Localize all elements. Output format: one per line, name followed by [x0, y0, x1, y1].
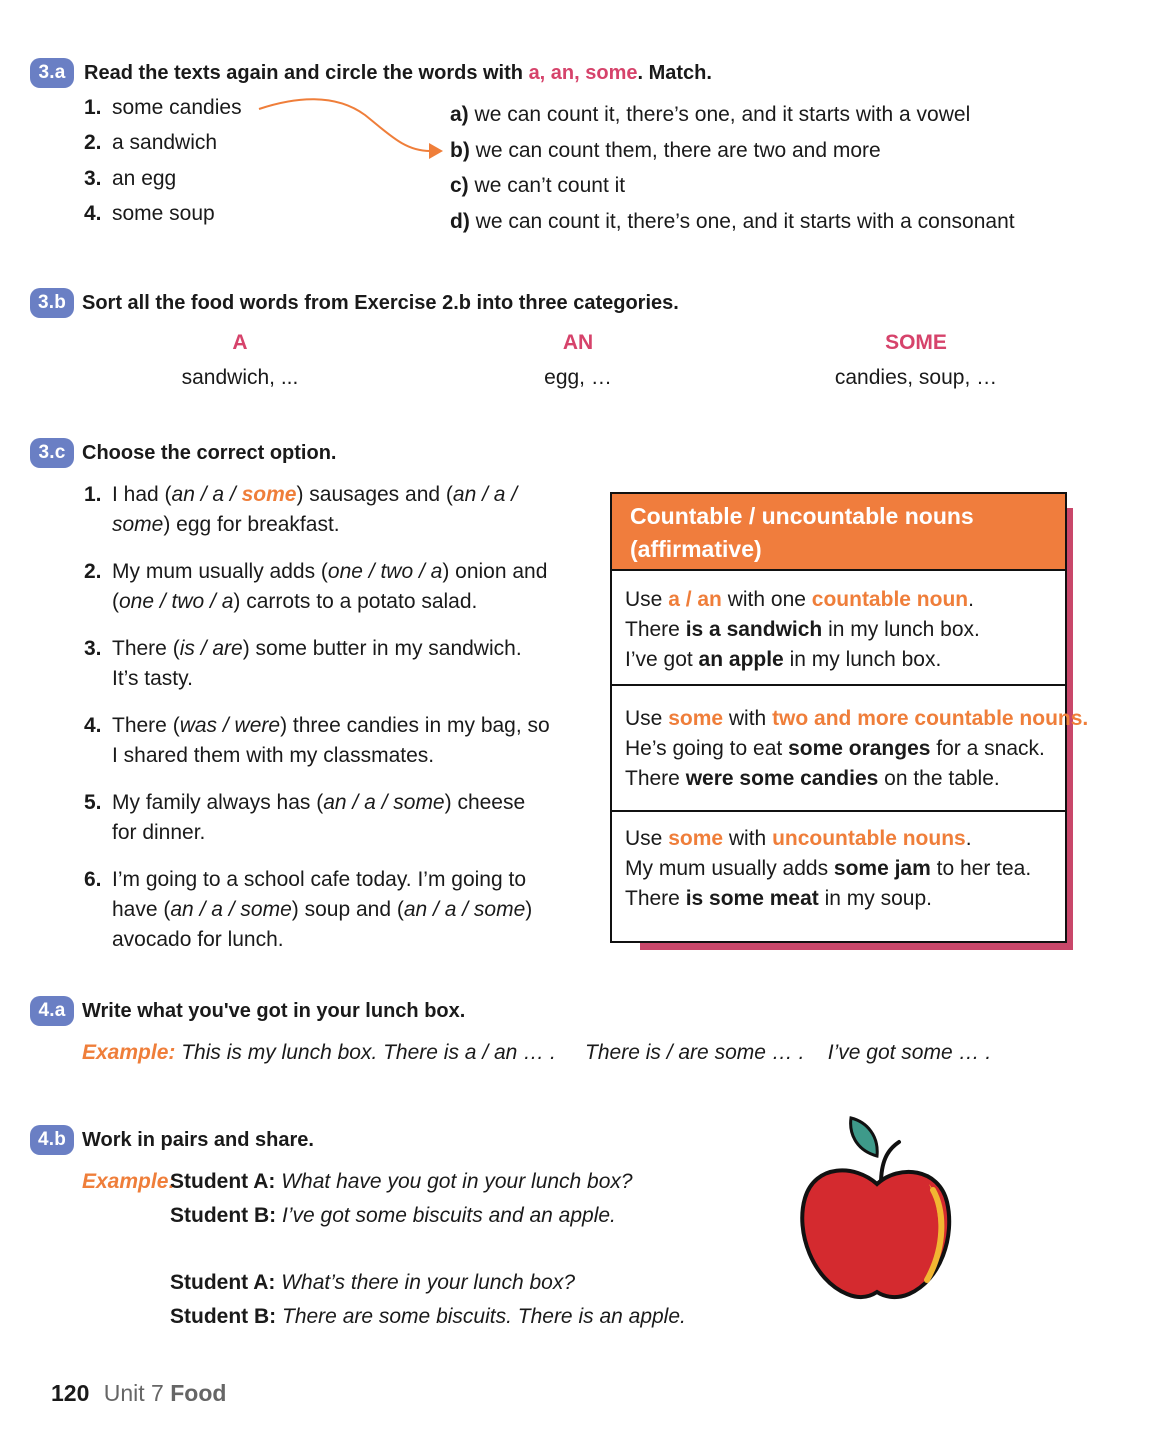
example-label-4b: Example: — [82, 1170, 176, 1193]
dialogue-line: Student B: I’ve got some biscuits and an apple. — [170, 1204, 616, 1227]
apple-icon — [795, 1112, 957, 1304]
exercise-badge-3a: 3.a — [30, 58, 74, 88]
exercise-badge-4b: 4.b — [30, 1125, 74, 1155]
grammar-section-countable-plural: Use some with two and more countable nouns. He’s going to eat some oranges for a snack. There were some candies on the table. — [625, 707, 1089, 790]
match-item-2: 2. a sandwich — [84, 131, 218, 154]
match-item-4: 4. some soup — [84, 202, 215, 225]
match-option-a: a) we can count it, there’s one, and it starts with a vowel — [450, 103, 971, 126]
question-1: 1. I had (an / a / some) sausages and (an / a / some) egg for breakfast. — [84, 483, 518, 536]
exercise-heading-3a — [84, 59, 712, 87]
exercise-heading-3b: Sort all the food words from Exercise 2.b into three categories. — [82, 292, 679, 314]
page-number: 120 — [51, 1380, 90, 1406]
question-5: 5. My family always has (an / a / some) cheese for dinner. — [84, 791, 526, 844]
exercise-heading-4a: Write what you've got in your lunch box. — [82, 1000, 466, 1022]
exercise-badge-4a: 4.a — [30, 996, 74, 1026]
grammar-section-uncountable: Use some with uncountable nouns. My mum usually adds some jam to her tea. There is some meat in my soup. — [625, 827, 1032, 910]
category-words-an: egg, … — [544, 366, 612, 389]
match-option-c: c) we can’t count it — [450, 174, 626, 197]
page-footer — [51, 1380, 226, 1407]
heading-text: Read the texts again and circle the words with — [84, 62, 529, 84]
exercise-heading-3c: Choose the correct option. — [82, 442, 337, 464]
exercise-badge-3c: 3.c — [30, 438, 74, 468]
heading-text-end: . Match. — [637, 62, 712, 84]
category-words-some: candies, soup, … — [834, 366, 998, 389]
question-3: 3. There (is / are) some butter in my sandwich. It’s tasty. — [84, 637, 522, 690]
exercise-heading-4b: Work in pairs and share. — [82, 1129, 314, 1151]
match-item-1: 1. some candies — [84, 96, 242, 119]
match-item-3: 3. an egg — [84, 167, 177, 190]
grammar-box-title: Countable / uncountable nouns (affirmative) — [612, 494, 1065, 571]
match-arrow — [255, 95, 450, 165]
match-option-b: b) we can count them, there are two and more — [450, 139, 881, 162]
match-option-d: d) we can count it, there’s one, and it starts with a consonant — [450, 210, 1015, 233]
dialogue-line: Student B: There are some biscuits. There is an apple. — [170, 1305, 686, 1328]
dialogue-line: Student A: What’s there in your lunch box? — [170, 1271, 575, 1294]
unit-topic: Food — [170, 1380, 227, 1406]
heading-highlight: a, an, some — [528, 62, 638, 84]
dialogue-line: Student A: What have you got in your lunch box? — [170, 1170, 633, 1193]
grammar-section-countable-singular: Use a / an with one countable noun. There is a sandwich in my lunch box. I’ve got an apple in my lunch box. — [625, 588, 980, 671]
category-label-an: AN — [562, 331, 594, 354]
unit-label: Unit 7 — [103, 1380, 164, 1406]
category-label-some: SOME — [885, 331, 947, 354]
question-6: 6. I’m going to a school cafe today. I’m going to have (an / a / some) soup and (an / a / some) avocado for lunch. — [84, 868, 533, 951]
exercise-badge-3b: 3.b — [30, 288, 74, 318]
grammar-box — [610, 492, 1089, 943]
question-2: 2. My mum usually adds (one / two / a) onion and (one / two / a) carrots to a potato salad. — [84, 560, 548, 613]
question-4: 4. There (was / were) three candies in my bag, so I shared them with my classmates. — [84, 714, 550, 767]
category-label-a: A — [232, 331, 248, 354]
category-words-a: sandwich, ... — [181, 366, 299, 389]
example-4a: Example: This is my lunch box. There is a / an … . There is / are some … . I’ve got some … . — [82, 1041, 992, 1064]
